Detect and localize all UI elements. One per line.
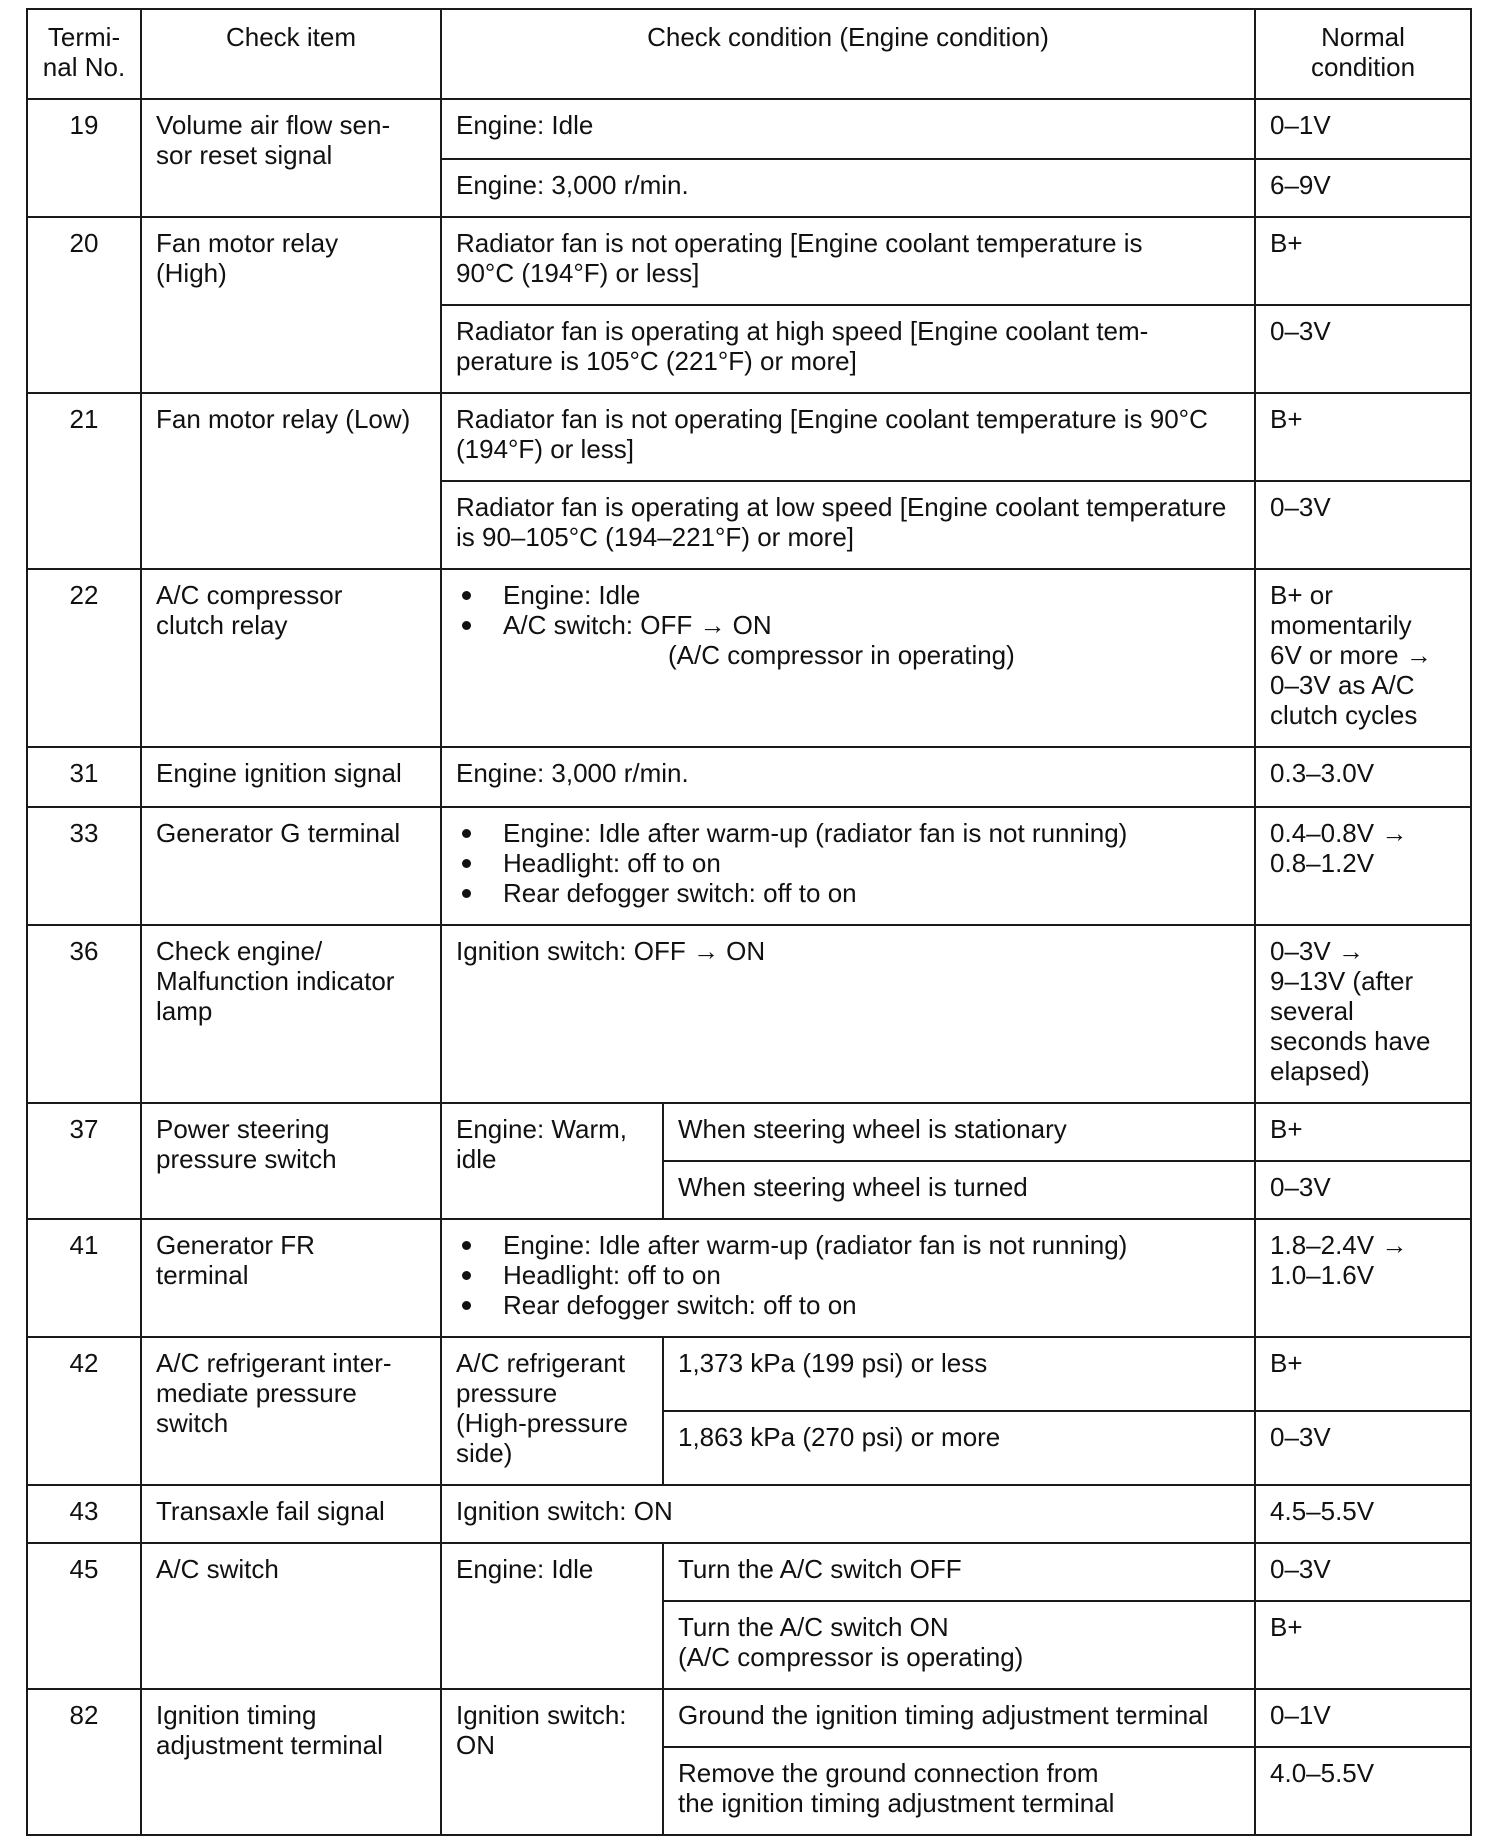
normal-condition: 4.5–5.5V (1255, 1485, 1471, 1543)
check-condition: Radiator fan is operating at low speed [Engine coolant temperature is 90–105°C (194–221°F) or more] (441, 481, 1255, 569)
terminal-number: 41 (27, 1219, 141, 1337)
table-row (27, 569, 1471, 747)
table-row (27, 807, 1471, 925)
bullet-text: Engine: Idle after warm-up (radiator fan is not running) (503, 818, 1128, 848)
terminal-number: 42 (27, 1337, 141, 1485)
check-condition: Ignition switch: ON (441, 1689, 663, 1835)
check-subcondition: Remove the ground connection from the ignition timing adjustment terminal (663, 1747, 1255, 1835)
bullet-icon (462, 859, 471, 868)
terminal-number: 37 (27, 1103, 141, 1219)
check-subcondition: Turn the A/C switch OFF (663, 1543, 1255, 1601)
header-row (27, 9, 1471, 99)
check-condition: Engine: Warm, idle (441, 1103, 663, 1219)
normal-condition: B+ (1255, 1103, 1471, 1161)
terminal-number: 31 (27, 747, 141, 807)
check-condition (441, 807, 1255, 925)
check-item: Fan motor relay (High) (141, 217, 441, 393)
bullet-item (456, 818, 1240, 848)
terminal-number: 22 (27, 569, 141, 747)
bullet-text: Headlight: off to on (503, 848, 721, 878)
check-condition: A/C refrigerant pressure (High-pressure side) (441, 1337, 663, 1485)
normal-condition: B+ or momentarily 6V or more → 0–3V as A/C clutch cycles (1255, 569, 1471, 747)
check-item: Generator FR terminal (141, 1219, 441, 1337)
bullet-item (456, 610, 1240, 640)
bullet-subtext: (A/C compressor in operating) (668, 640, 1015, 670)
table-row (27, 1103, 1471, 1161)
table-row (27, 747, 1471, 807)
terminal-number: 20 (27, 217, 141, 393)
check-condition: Radiator fan is not operating [Engine coolant temperature is 90°C (194°F) or less] (441, 393, 1255, 481)
table-row (27, 1689, 1471, 1747)
bullet-text: Rear defogger switch: off to on (503, 1290, 857, 1320)
normal-condition: B+ (1255, 1601, 1471, 1689)
table-row (27, 99, 1471, 159)
normal-condition: 0–1V (1255, 1689, 1471, 1747)
table-row (27, 1219, 1471, 1337)
normal-condition: B+ (1255, 1337, 1471, 1411)
check-item: Transaxle fail signal (141, 1485, 441, 1543)
check-subcondition: When steering wheel is stationary (663, 1103, 1255, 1161)
bullet-icon (462, 1301, 471, 1310)
bullet-item (456, 1290, 1240, 1320)
check-condition: Ignition switch: ON (441, 1485, 1255, 1543)
check-item: Engine ignition signal (141, 747, 441, 807)
normal-condition: 0–3V (1255, 1411, 1471, 1485)
check-item: A/C switch (141, 1543, 441, 1689)
bullet-icon (462, 829, 471, 838)
terminal-number: 33 (27, 807, 141, 925)
check-condition (441, 1219, 1255, 1337)
normal-condition: 0–3V (1255, 481, 1471, 569)
check-item: Check engine/ Malfunction indicator lamp (141, 925, 441, 1103)
terminal-number: 21 (27, 393, 141, 569)
check-condition: Engine: 3,000 r/min. (441, 159, 1255, 217)
check-item: Ignition timing adjustment terminal (141, 1689, 441, 1835)
check-item: Generator G terminal (141, 807, 441, 925)
check-condition: Engine: Idle (441, 99, 1255, 159)
ecm-terminal-check-table (26, 8, 1472, 1836)
bullet-icon (462, 591, 471, 600)
check-item: Fan motor relay (Low) (141, 393, 441, 569)
bullet-text: Rear defogger switch: off to on (503, 878, 857, 908)
bullet-icon (462, 1271, 471, 1280)
check-condition: Radiator fan is not operating [Engine coolant temperature is 90°C (194°F) or less] (441, 217, 1255, 305)
bullet-icon (462, 621, 471, 630)
check-item: Volume air flow sen- sor reset signal (141, 99, 441, 217)
header-terminal: Termi- nal No. (27, 9, 141, 99)
header-check-item: Check item (141, 9, 441, 99)
terminal-number: 36 (27, 925, 141, 1103)
normal-condition: 0–3V (1255, 1161, 1471, 1219)
bullet-icon (462, 1241, 471, 1250)
check-subcondition: 1,373 kPa (199 psi) or less (663, 1337, 1255, 1411)
header-check-condition: Check condition (Engine condition) (441, 9, 1255, 99)
normal-condition: 0–1V (1255, 99, 1471, 159)
check-subcondition: Ground the ignition timing adjustment terminal (663, 1689, 1255, 1747)
table-row (27, 393, 1471, 481)
bullet-item (456, 580, 1240, 610)
check-condition: Engine: 3,000 r/min. (441, 747, 1255, 807)
check-condition (441, 569, 1255, 747)
bullet-item (456, 1260, 1240, 1290)
check-condition: Ignition switch: OFF → ON (441, 925, 1255, 1103)
bullet-text: Engine: Idle (503, 580, 641, 610)
bullet-text: Engine: Idle after warm-up (radiator fan is not running) (503, 1230, 1128, 1260)
bullet-text: Headlight: off to on (503, 1260, 721, 1290)
bullet-icon (462, 889, 471, 898)
normal-condition: 4.0–5.5V (1255, 1747, 1471, 1835)
table-row (27, 1485, 1471, 1543)
normal-condition: 0–3V → 9–13V (after several seconds have elapsed) (1255, 925, 1471, 1103)
normal-condition: 6–9V (1255, 159, 1471, 217)
check-condition: Radiator fan is operating at high speed [Engine coolant tem- perature is 105°C (221°F) or more] (441, 305, 1255, 393)
check-condition: Engine: Idle (441, 1543, 663, 1689)
header-normal-condition: Normal condition (1255, 9, 1471, 99)
normal-condition: B+ (1255, 217, 1471, 305)
table-row (27, 1337, 1471, 1411)
normal-condition: B+ (1255, 393, 1471, 481)
check-item: Power steering pressure switch (141, 1103, 441, 1219)
normal-condition: 0.4–0.8V → 0.8–1.2V (1255, 807, 1471, 925)
bullet-item (456, 878, 1240, 908)
terminal-number: 43 (27, 1485, 141, 1543)
table-row (27, 1543, 1471, 1601)
bullet-item (456, 1230, 1240, 1260)
check-item: A/C refrigerant inter- mediate pressure switch (141, 1337, 441, 1485)
bullet-text: A/C switch: OFF → ON (503, 610, 772, 640)
table-row (27, 217, 1471, 305)
check-subcondition: Turn the A/C switch ON (A/C compressor is operating) (663, 1601, 1255, 1689)
table-row (27, 925, 1471, 1103)
normal-condition: 1.8–2.4V → 1.0–1.6V (1255, 1219, 1471, 1337)
terminal-number: 82 (27, 1689, 141, 1835)
normal-condition: 0–3V (1255, 1543, 1471, 1601)
normal-condition: 0–3V (1255, 305, 1471, 393)
check-subcondition: 1,863 kPa (270 psi) or more (663, 1411, 1255, 1485)
terminal-number: 45 (27, 1543, 141, 1689)
terminal-number: 19 (27, 99, 141, 217)
check-item: A/C compressor clutch relay (141, 569, 441, 747)
check-subcondition: When steering wheel is turned (663, 1161, 1255, 1219)
bullet-item (456, 848, 1240, 878)
normal-condition: 0.3–3.0V (1255, 747, 1471, 807)
